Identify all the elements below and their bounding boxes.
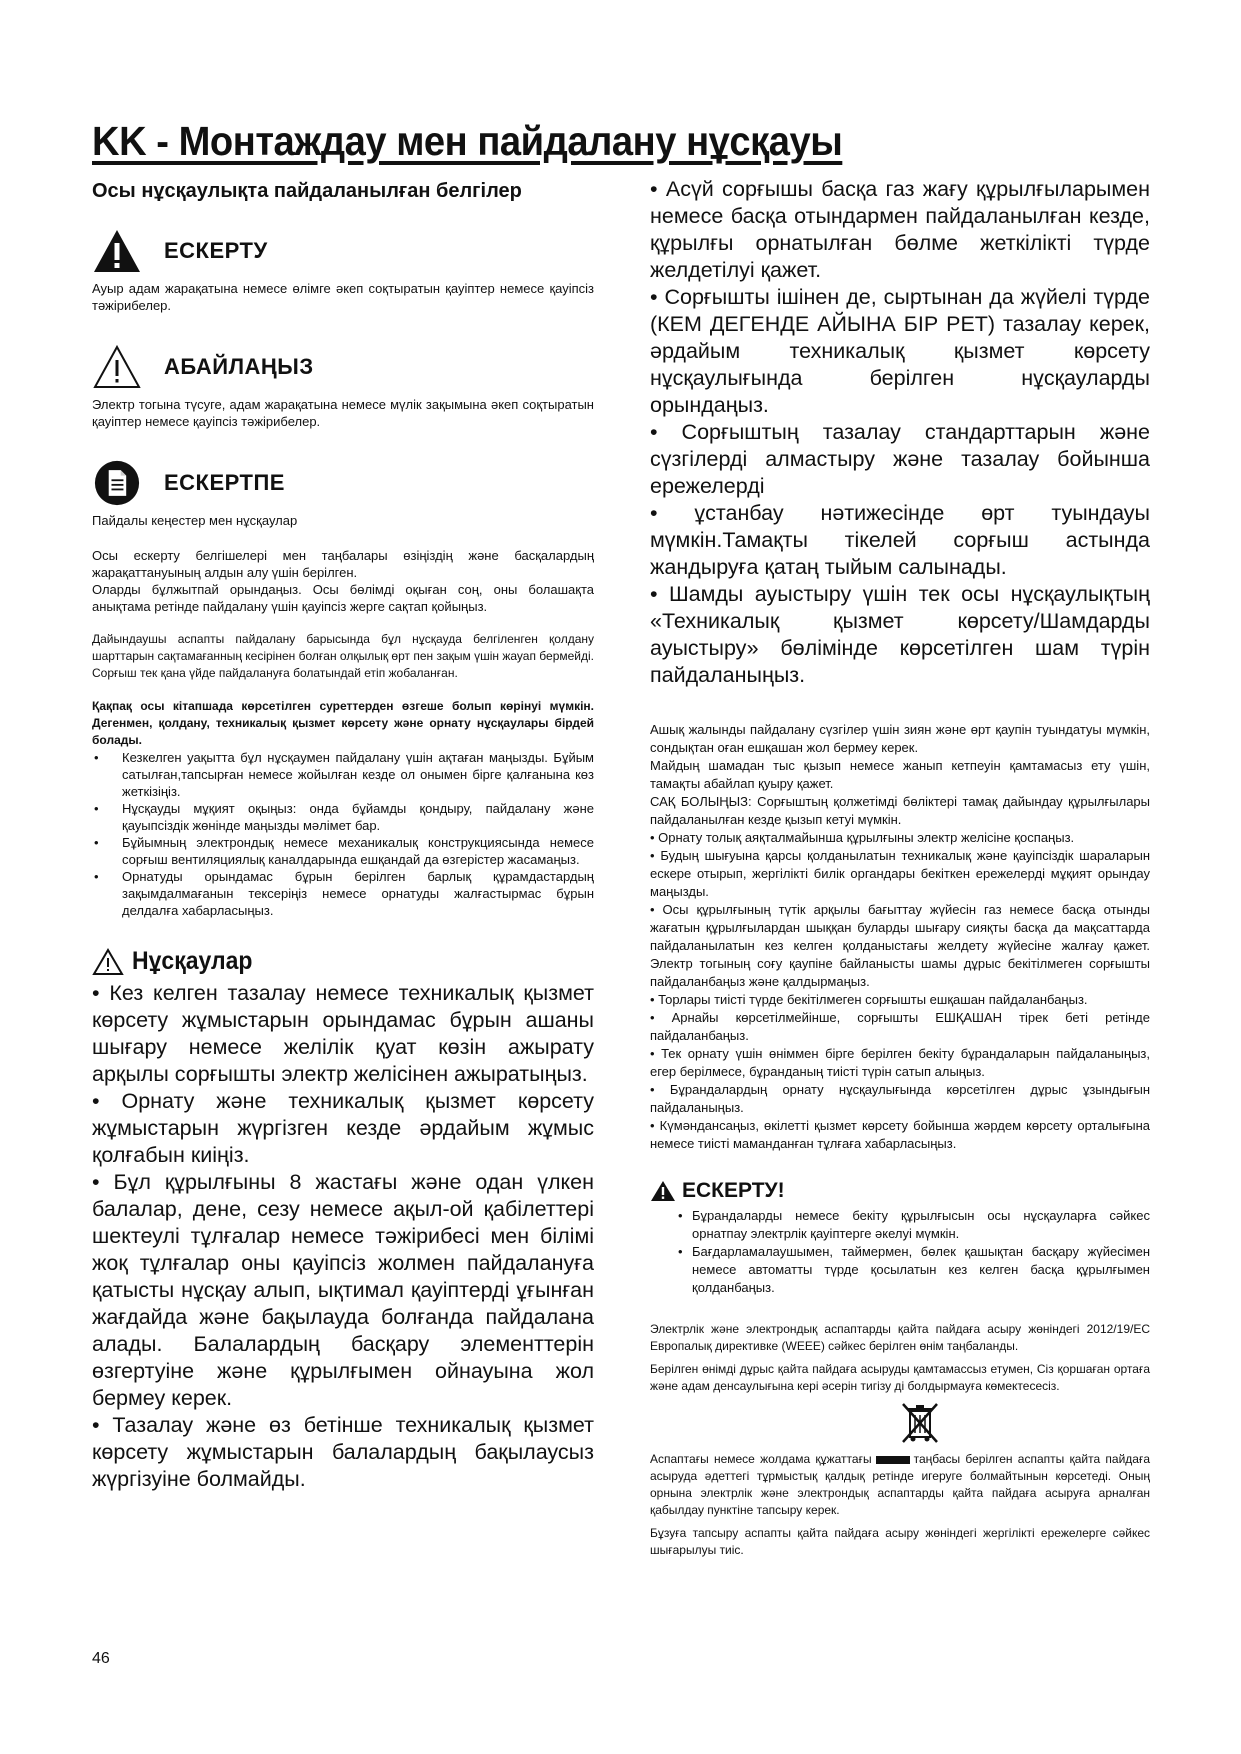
weee-text-2: Берілген өнімді дұрыс қайта пайдаға асыруды қамтамассыз етумен, Сіз қоршаған ортаға және адам денсаулығына кері әсерін тигізу ді болдырмауға көмектесесіз. bbox=[650, 1362, 1150, 1393]
list-item: • Нұсқауды мұқият оқыңыз: онда бұйамды қондыру, пайдалану және қауыпсіздік жөнінде маңызды мәлімет бар. bbox=[92, 800, 594, 834]
safety-text-2: Майдың шамадан тыс қызып немесе жанып кетпеуін қамтамасыз ету үшін, тамақты абайлап қуыру қажет. bbox=[650, 758, 1150, 791]
instructions-paragraph-2: • Орнату және техникалық қызмет көрсету жұмыстарын жүргізген кезде әрдайым жұмыс қолғабын киіңіз. bbox=[92, 1089, 594, 1167]
note-document-icon bbox=[92, 460, 142, 506]
black-bar-icon bbox=[876, 1456, 910, 1464]
right-paragraph-4: • ұстанбау нәтижесінде өрт туындауы мүмкін.Тамақты тікелей сорғыш астында жандыруға қатаң тыйым салынады. bbox=[650, 501, 1150, 579]
safety-text-8: • Арнайы көрсетілмейінше, сорғышты ЕШҚАШАН тірек беті ретінде пайдаланбаңыз. bbox=[650, 1010, 1150, 1043]
caution-triangle-icon bbox=[92, 948, 124, 976]
right-column bbox=[650, 176, 1150, 1565]
caution-text: Электр тогына түсуге, адам жарақатына немесе мүлік зақымына әкеп соқтыратын қауіптер немесе қауіпсіз тәжірибелер. bbox=[92, 397, 594, 429]
safety-text-10: • Бұрандалардың орнату нұсқаулығында көрсетілген дұрыс ұзындығын пайдаланыңыз. bbox=[650, 1082, 1150, 1115]
safety-text-1: Ашық жалынды пайдалану сүзгілер үшін зиян және өрт қаупін туындатуы мүмкін, сондықтан оған ешқашан жол бермеу керек. bbox=[650, 722, 1150, 755]
warning-label: ЕСКЕРТУ bbox=[164, 238, 268, 263]
right-paragraph-3: • Сорғыштың тазалау стандарттарын және сүзгілерді алмастыру және тазалау бойынша ережелерді bbox=[650, 420, 1150, 498]
intro-paragraph-1b: Оларды бұлжытпай орындаңыз. Осы бөлімді оқыған соң, оны болашақта анықтама ретінде пайдалану үшін қауіпсіз жерге сақтап қойыңыз. bbox=[92, 582, 594, 614]
warning2-list bbox=[650, 1207, 1150, 1297]
safety-text-4: • Орнату толық аяқталмайынша құрылғыны электр желісіне қоспаңыз. bbox=[650, 830, 1075, 845]
safety-text-3: САҚ БОЛЫҢЫЗ: Сорғыштың қолжетімді бөліктері тамақ дайындау құрылғылары пайдаланылған кезде қызып кетуі мүмкін. bbox=[650, 794, 1150, 827]
caution-label: АБАЙЛАҢЫЗ bbox=[164, 354, 314, 379]
instructions-header bbox=[92, 947, 594, 976]
weee-text-1: Электрлік және электрондық аспаптарды қайта пайдаға асыру жөніндегі 2012/19/EC Европалық директивке (WEEE) сәйкес берілген өнім таңбаланды. bbox=[650, 1322, 1150, 1353]
intro-bullet-list bbox=[92, 749, 594, 919]
right-paragraph-1: • Асүй сорғышы басқа газ жағу құрылғыларымен немесе басқа отындармен пайдаланылған кезде, құрылғы орнатылған бөлме жеткілікті түрде желдетілуі қажет. bbox=[650, 177, 1150, 282]
note-block bbox=[92, 460, 594, 1493]
intro-paragraph-3: Қақпақ осы кітапшада көрсетілген суреттерден өзгеше болып көрінуі мүмкін. Дегенмен, қолдану, техникалық қызмет көрсету және орнату нұсқаулары бірдей болады. bbox=[92, 699, 594, 747]
weee-text-3 bbox=[650, 1451, 1150, 1519]
right-paragraph-5: • Шамды ауыстыру үшін тек осы нұсқаулықтың «Техникалық қызмет көрсету/Шамдарды ауыстыру» бөлімінде көрсетілген шам түрін пайдаланыңыз. bbox=[650, 582, 1150, 687]
list-item: • Бұрандаларды немесе бекіту құрылғысын осы нұсқауларға сәйкес орнатпау электрлік қауіптерге әкелуі мүмкін. bbox=[650, 1207, 1150, 1243]
instructions-paragraph-1: • Кез келген тазалау немесе техникалық қызмет көрсету жұмыстарын орындамас бұрын ашаны шығару немесе желілік қуат көзін ажырату арқылы сорғышты электр желісінен ажыратыңыз. bbox=[92, 981, 594, 1086]
weee-text-4: Бұзуға тапсыру аспапты қайта пайдаға асыру жөніндегі жергілікті ережелерге сәйкес шығарылуы тиіс. bbox=[650, 1526, 1150, 1557]
weee-text-3a: Аспаптағы немесе жолдама құжаттағы bbox=[650, 1452, 872, 1466]
instructions-heading: Нұсқаулар bbox=[132, 947, 253, 975]
page-number: 46 bbox=[92, 1650, 110, 1667]
note-text: Пайдалы кеңестер мен нұсқаулар bbox=[92, 513, 298, 528]
warning-triangle-icon bbox=[92, 228, 142, 274]
caution-triangle-icon bbox=[92, 344, 142, 390]
right-paragraph-2: • Сорғышты ішінен де, сыртынан да жүйелі түрде (КЕМ ДЕГЕНДЕ АЙЫНА БІР РЕТ) тазалау керек, әрдайым техникалық қызмет көрсету нұсқаулығында берілген нұсқауларды орындаңыз. bbox=[650, 285, 1150, 417]
warning2-header bbox=[650, 1179, 1150, 1203]
symbols-heading: Осы нұсқаулықта пайдаланылған белгілер bbox=[92, 180, 522, 202]
list-item: • Кезкелген уақытта бұл нұсқаумен пайдалану үшін ақтаған маңызды. Бұйым сатылған,тапсырған немесе жойылған кезде ол онымен бірге қалғанына көз жеткізіңіз. bbox=[92, 749, 594, 800]
instructions-paragraph-4: • Тазалау және өз бетінше техникалық қызмет көрсету жұмыстарын балалардың бақылаусыз жүргізуіне болмайды. bbox=[92, 1413, 594, 1491]
list-item: • Орнатуды орындамас бұрын берілген барлық құрамдастардың зақымдалмағанын тексеріңіз немесе орнатуды жалғастырмас бұрын делдалға хабарласыңыз. bbox=[92, 868, 594, 919]
crossed-bin-icon bbox=[900, 1401, 940, 1445]
list-item: • Бағдарламалаушымен, таймермен, бөлек қашықтан басқару жүйесімен немесе автоматты түрде қосылатын кез келген басқа құрылғымен қолданбаңыз. bbox=[650, 1243, 1150, 1297]
safety-text-9: • Тек орнату үшін өніммен бірге берілген бекіту бұрандаларын пайдаланыңыз, егер берілмесе, бұранданың тиісті түрін сатып алыңыз. bbox=[650, 1046, 1150, 1079]
page-title: KK - Монтаждау мен пайдалану нұсқауы bbox=[92, 118, 843, 164]
caution-block bbox=[92, 344, 594, 430]
weee-text-3b: таңбасы берілген аспапты қайта пайдаға асыруда әдеттегі тұрмыстық қалдық ретінде игеруге болмайтынын көрсетеді. Оның орнына электрлік және электрондық аспаптарды қайта пайдаға асыруға арналған қабылдау пунктіне тапсыру керек. bbox=[650, 1452, 1151, 1517]
note-label: ЕСКЕРТПЕ bbox=[164, 470, 285, 495]
safety-text-6: • Осы құрылғының түтік арқылы бағыттау жүйесін газ немесе басқа отынды жағатын құрылғылардан шыққан буларды шығару сияқты басқа да мақсаттарда пайдаланылатын кез келген қолданыстағы желдету жүйесіне жалғау қажет. Электр тогының соғу қаупіне байланысты шамы дұрыс бекітілмеген сорғышты пайдаланбаңыз және қалдырмаңыз. bbox=[650, 902, 1150, 989]
left-column bbox=[92, 178, 594, 1523]
intro-paragraph-1: Осы ескерту белгішелері мен таңбалары өзіңіздің және басқалардың жарақаттануының алдын алу үшін берілген. bbox=[92, 548, 594, 580]
safety-text-5: • Будың шығуына қарсы қолданылатын техникалық және қауіпсіздік шараларын ескере отырып, жергілікті билік органдары бекіткен ережелерді мұқият орындау маңызды. bbox=[650, 848, 1150, 899]
safety-text-11: • Күмәндансаңыз, өкілетті қызмет көрсету бойынша жәрдем көрсету орталығына немесе тиісті маманданған тұлғаға хабарласыңыз. bbox=[650, 1118, 1150, 1151]
warning-triangle-icon bbox=[650, 1180, 676, 1202]
list-item: • Бұйымның электрондық немесе механикалық конструкциясында немесе сорғыш вентиляциялық каналдарында ешқандай да өзгерістер жасамаңыз. bbox=[92, 834, 594, 868]
warning-text: Ауыр адам жарақатына немесе өлімге әкеп соқтыратын қауіптер немесе қауіпсіз тәжірибелер. bbox=[92, 281, 594, 313]
instructions-paragraph-3: • Бұл құрылғыны 8 жастағы және одан үлкен балалар, дене, сезу немесе ақыл-ой қабілеттері шектеулі тұлғалар немесе тәжірибесі мен білімі жоқ тұлғалар оны қауіпсіз жолмен пайдалануға қатысты нұсқау алып, ықтимал қауіптерді ұғынған жағдайда және бақылауда болғанда пайдалана алады. Балалардың басқару элементтерін өзгертуіне және құрылғымен ойнауына жол бермеу керек. bbox=[92, 1170, 594, 1410]
warning-block bbox=[92, 228, 594, 314]
warning2-label: ЕСКЕРТУ! bbox=[682, 1179, 785, 1202]
intro-paragraph-2: Дайындаушы аспапты пайдалану барысында бұл нұсқауда белгіленген қолдану шарттарын сақтамағанның кесірінен болған олқылық өрт пен зақым үшін жауап бермейді. Сорғыш тек қана үйде пайдалануға болатындай етіп жобаланған. bbox=[92, 632, 594, 680]
safety-text-7: • Торлары тиісті түрде бекітілмеген сорғышты ешқашан пайдаланбаңыз. bbox=[650, 992, 1088, 1007]
